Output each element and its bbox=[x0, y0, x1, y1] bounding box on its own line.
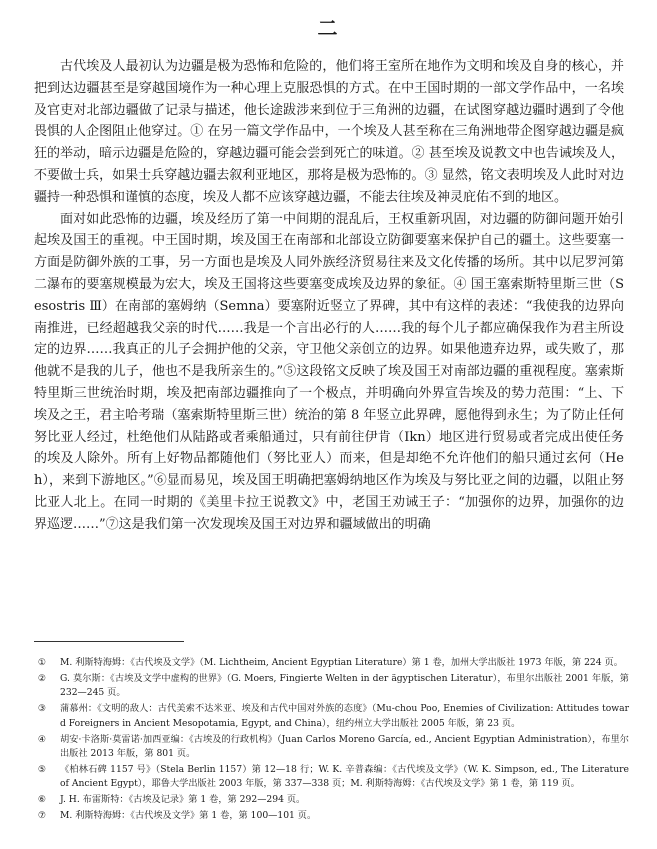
footnote-marker: ① bbox=[37, 657, 47, 668]
footnote-marker: ⑦ bbox=[37, 810, 47, 822]
paragraph: 面对如此恐怖的边疆，埃及经历了第一中间期的混乱后，王权重新巩固，对边疆的防御问题开始引起埃及国王的重视。中王国时期，埃及国王在南部和北部设立防御要塞来保护自己的疆土。这些要塞一方面是防御外族的工事，另一方面也是埃及人同外族经济贸易往来及文化传播的场所。其中以尼罗河第二瀑布的要塞规模最为宏大，埃及王国将这些要塞变成埃及边界的象征。④ 国王塞索斯特里斯三世（Sesostris Ⅲ）在南部的塞姆纳（Semna）要塞附近竖立了界碑，其中有这样的表述：“我使我的边界向南推进，已经超越我父亲的时代……我是一个言出必行的人……我的每个儿子都应确保我作为君主所设定的边界……我真正的儿子会拥护他的父亲，守卫他父亲创立的边界。如果他遗弃边界，或失败了，那他就不是我的儿子，他也不是我所亲生的。”⑤这段铭文反映了埃及国王对南部边疆的重视程度。塞索斯特里斯三世统治时期，埃及把南部边疆推向了一个极点，并明确向外界宣告埃及的势力范围：“上、下埃及之王，君主哈考瑞（塞索斯特里斯三世）统治的第 8 年竖立此界碑，愿他得到永生；为了防止任何努比亚人经过，杜绝他们从陆路或者乘船通过，只有前往伊肯（Ikn）地区进行贸易或者完成出使任务的埃及人除外。所有上好物品都随他们（努比亚人）而来，但是却绝不允许他们的船只通过玄何（Heh），来到下游地区。”⑥显而易见，埃及国王明确把塞姆纳地区作为埃及与努比亚之间的边疆，以阻止努比亚人北上。在同一时期的《美里卡拉王说教文》中，老国王劝诫王子：“加强你的边界，加强你的边界巡逻……”⑦这是我们第一次发现埃及国王对边界和疆域做出的明确 bbox=[34, 211, 624, 532]
footnote-text: 《柏林石碑 1157 号》（Stela Berlin 1157）第 12—18 行；W. K. 辛普森编：《古代埃及文学》（W. K. Simpson, ed., The Literature of Ancient Egypt），耶鲁大学出版社 2003 年版，第 337—338 页；M. 利斯特海姆：《古代埃及文学》第 1 卷，第 119 页。 bbox=[60, 763, 629, 790]
body-text bbox=[34, 56, 624, 536]
footnote bbox=[34, 793, 629, 807]
footnote-text: M. 利斯特海姆：《古代埃及文学》第 1 卷，第 100—101 页。 bbox=[60, 810, 317, 822]
footnote bbox=[34, 763, 629, 792]
footnote-marker: ④ bbox=[37, 733, 47, 745]
footnote-marker: ⑥ bbox=[37, 794, 47, 806]
footnote-text: 胡安·卡洛斯·莫雷诺·加西亚编：《古埃及的行政机构》（Juan Carlos Moreno García, ed., Ancient Egyptian Administration），布里尔出版社 2013 年版，第 801 页。 bbox=[60, 733, 629, 759]
footnote-marker: ⑤ bbox=[37, 763, 47, 775]
footnote bbox=[34, 809, 629, 823]
footnote bbox=[34, 656, 629, 670]
footnote-text: G. 莫尔斯：《古埃及文学中虚构的世界》（G. Moers, Fingierte Welten in der ägyptischen Literatur），布里尔出版社 2001 年版，第 232—245 页。 bbox=[60, 672, 629, 699]
footnote-text: J. H. 布雷斯特：《古埃及记录》第 1 卷，第 292—294 页。 bbox=[60, 794, 306, 806]
section-number: 二 bbox=[317, 16, 340, 40]
footnote bbox=[34, 702, 629, 731]
footnote-divider bbox=[34, 641, 184, 642]
footnote bbox=[34, 733, 629, 762]
footnotes bbox=[34, 656, 629, 825]
footnote-marker: ③ bbox=[37, 703, 47, 715]
paragraph: 古代埃及人最初认为边疆是极为恐怖和危险的，他们将王室所在地作为文明和埃及自身的核心，并把到达边疆甚至是穿越国境作为一种心理上克服恐惧的方式。在中王国时期的一部文学作品中，一名埃及官吏对北部边疆做了记录与描述，他长途跋涉来到位于三角洲的边疆，在试图穿越边疆时遇到了令他畏惧的人企图阻止他穿过。① 在另一篇文学作品中，一个埃及人甚至称在三角洲地带企图穿越边疆是疯狂的举动，暗示边疆是危险的，穿越边疆可能会尝到死亡的味道。② 甚至埃及说教文中也告诫埃及人，不要做士兵，如果士兵穿越边疆去叙利亚地区，那将是极为恐怖的。③ 显然，铭文表明埃及人此时对边疆持一种恐惧和谨慎的态度，埃及人都不应该穿越边疆，不能去往埃及神灵庇佑不到的地区。 bbox=[34, 59, 624, 205]
footnote-text: M. 利斯特海姆：《古代埃及文学》（M. Lichtheim, Ancient Egyptian Literature）第 1 卷，加州大学出版社 1973 年版，第 224 页。 bbox=[60, 657, 623, 668]
footnote-text: 蒲慕州：《文明的敌人：古代美索不达米亚、埃及和古代中国对外族的态度》（Mu-chou Poo, Enemies of Civilization: Attitudes toward Foreigners in Ancient Mesopotamia, Egypt, and China），纽约州立大学出版社 2005 年版，第 23 页。 bbox=[60, 703, 629, 729]
footnote-marker: ② bbox=[37, 672, 47, 684]
footnote bbox=[34, 672, 629, 701]
